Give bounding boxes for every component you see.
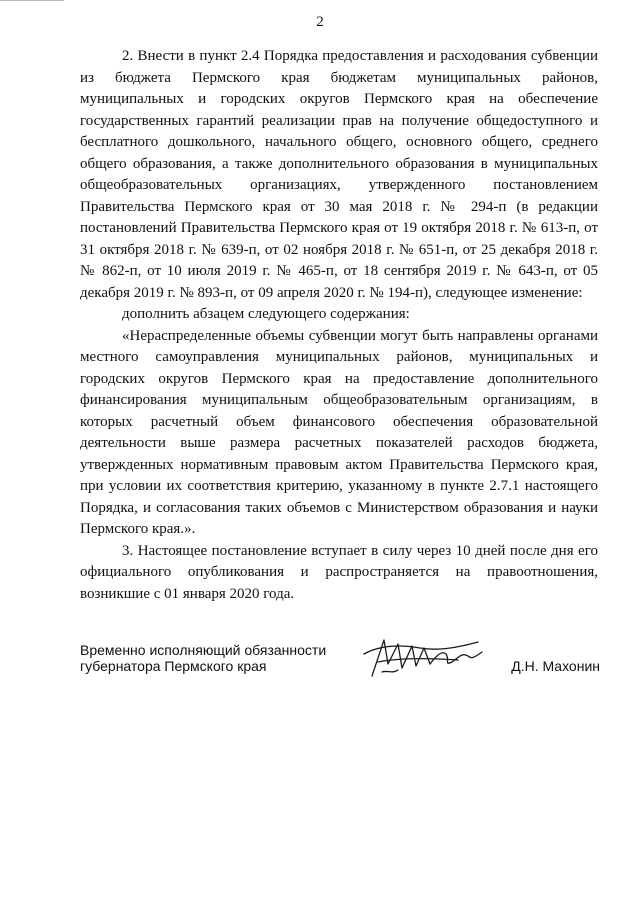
signatory-name: Д.Н. Махонин [511, 658, 600, 674]
signature-block [80, 642, 600, 692]
paragraph-quoted-text: «Нераспределенные объемы субвенции могут быть направлены органами местного самоуправления муниципальных районов, муниципальных и городских округов Пермского края на предоставление дополнительного финансирования муниципальным общеобразовательным организациям, в которых расчетный объем финансового обеспечения образовательной деятельности выше размера расчетных показателей расходов бюджета, утвержденных нормативным правовым актом Правительства Пермского края, при условии их соответствия критерию, указанному в пункте 2.7.1 настоящего Порядка, и согласования таких объемов с Министерством образования и науки Пермского края.». [80, 327, 598, 537]
paragraph-amendment-intro: дополнить абзацем следующего содержания: [122, 306, 410, 322]
paragraph-item-3: 3. Настоящее постановление вступает в силу через 10 дней после дня его официального опубликования и распространяется на правоотношения, возникшие с 01 января 2020 года. [80, 542, 598, 602]
page-number: 2 [316, 14, 324, 30]
top-edge-rule [0, 0, 64, 3]
signatory-title-line1: Временно исполняющий обязанности [80, 642, 327, 658]
document-body [80, 46, 598, 605]
signatory-title-line2: губернатора Пермского края [80, 658, 267, 674]
handwritten-signature [358, 634, 488, 680]
signatory-title [80, 642, 326, 674]
paragraph-item-2: 2. Внести в пункт 2.4 Порядка предоставления и расходования субвенции из бюджета Пермского края бюджетам муниципальных районов, муниципальных и городских округов Пермского края на обеспечение государственных гарантий реализации прав на получение общедоступного и бесплатного дошкольного, начального общего, основного общего, среднего общего образования, а также дополнительного образования в муниципальных общеобразовательных организациях, утвержденного постановлением Правительства Пермского края от 30 мая 2018 г. № 294-п (в редакции постановлений Правительства Пермского края от 19 октября 2018 г. № 613-п, от 31 октября 2018 г. № 639-п, от 02 ноября 2018 г. № 651-п, от 25 декабря 2018 г. № 862-п, от 10 июля 2019 г. № 465-п, от 18 сентября 2019 г. № 643-п, от 05 декабря 2019 г. № 893-п, от 09 апреля 2020 г. № 194-п), следующее изменение: [80, 48, 598, 301]
